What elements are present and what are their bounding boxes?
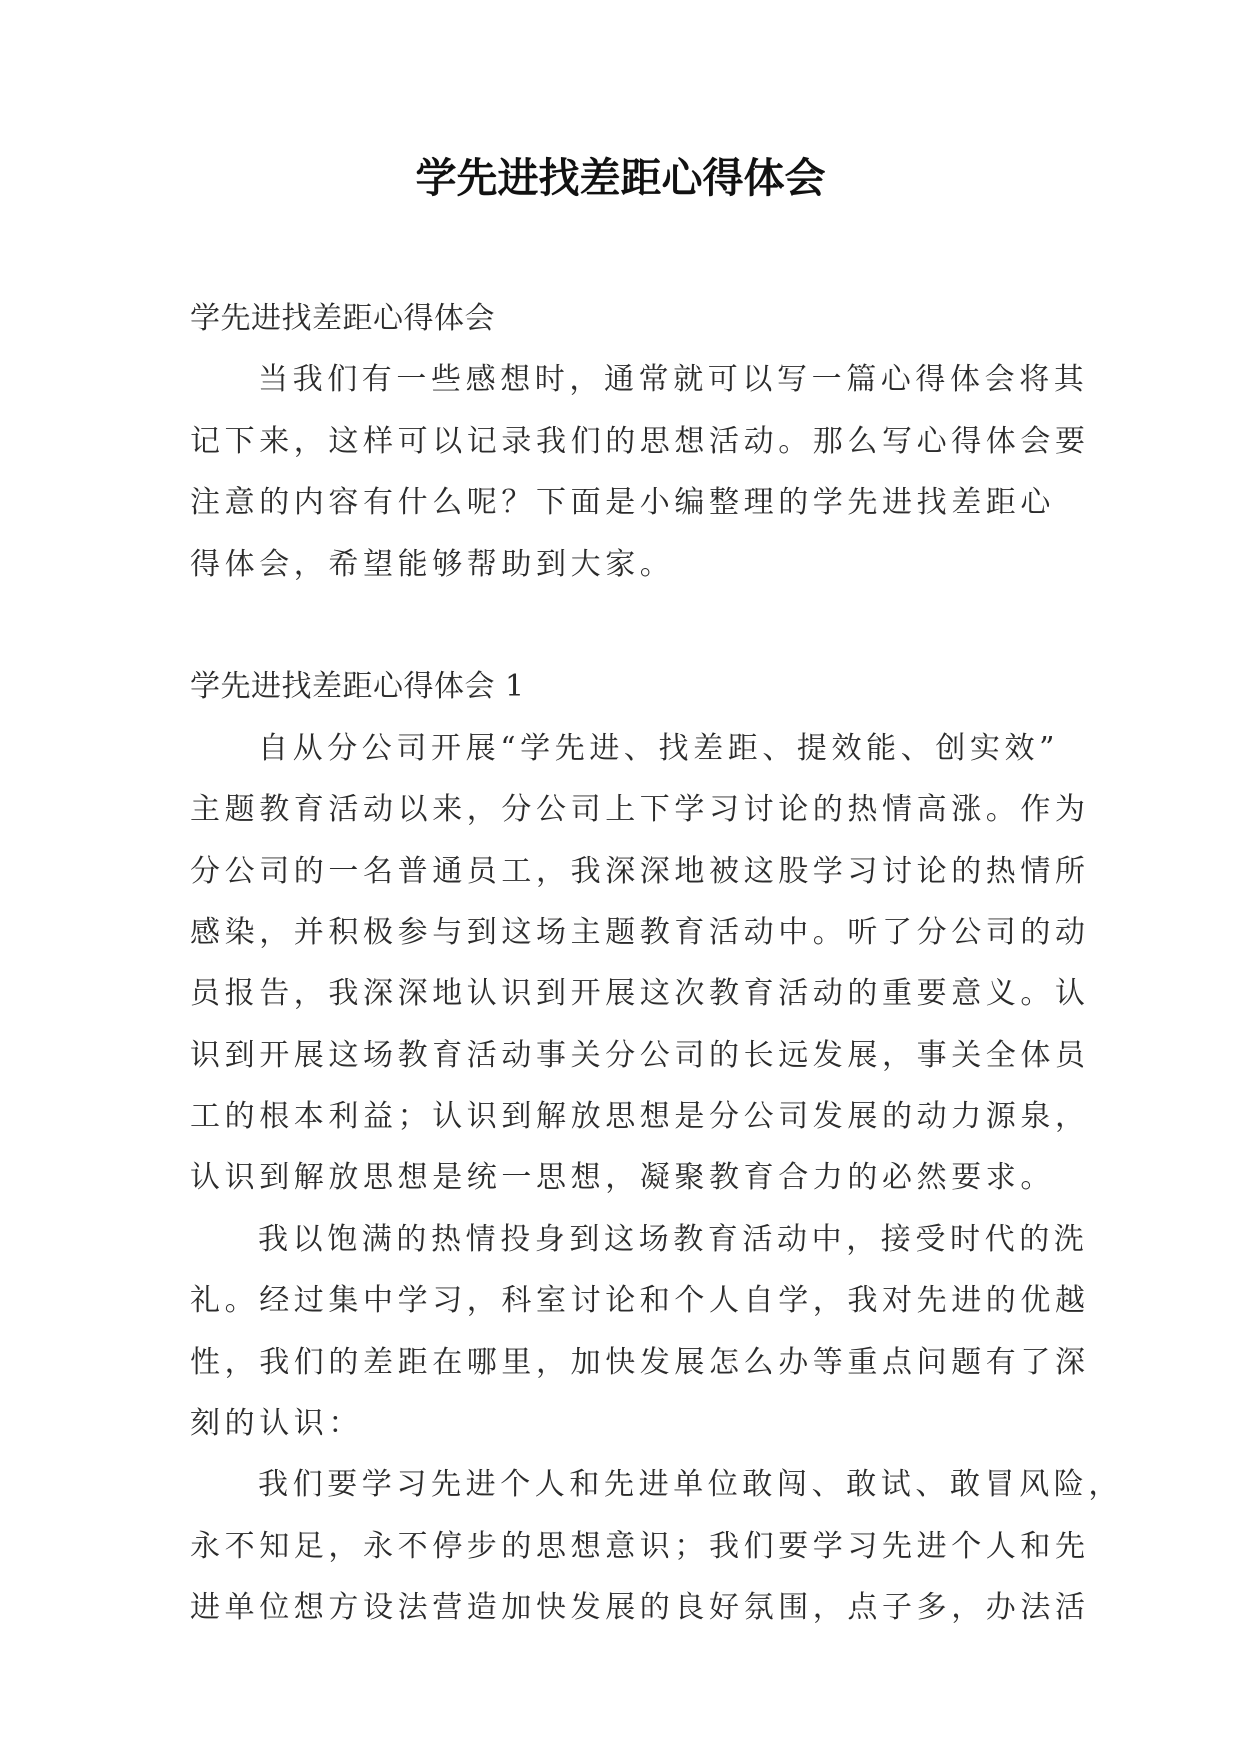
section-1-paragraph-1 [190,718,1090,1209]
text-line: 我以饱满的热情投身到这场教育活动中，接受时代的洗 [258,1221,1089,1257]
text-line: 分公司的一名普通员工，我深深地被这股学习讨论的热情所 [190,853,1090,889]
section-spacer [190,595,1055,656]
text-line: 我们要学习先进个人和先进单位敢闯、敢试、敢冒风险， [258,1467,1123,1503]
text-line: 识到开展这场教育活动事关分公司的长远发展，事关全体员 [190,1037,1090,1073]
intro-paragraph [190,349,1090,595]
document-body [190,288,1123,1639]
text-line: 记下来，这样可以记录我们的思想活动。那么写心得体会要 [190,423,1090,459]
text-line: 自从分公司开展“学先进、找差距、提效能、创实效” [258,730,1060,766]
text-line: 主题教育活动以来，分公司上下学习讨论的热情高涨。作为 [190,792,1090,828]
text-line: 性，我们的差距在哪里，加快发展怎么办等重点问题有了深 [190,1344,1090,1380]
text-line: 员报告，我深深地认识到开展这次教育活动的重要意义。认 [190,976,1090,1012]
intro-heading: 学先进找差距心得体会 [190,301,495,336]
text-line: 永不知足，永不停步的思想意识；我们要学习先进个人和先 [190,1528,1090,1564]
text-line: 当我们有一些感想时，通常就可以写一篇心得体会将其 [258,362,1089,398]
text-line: 礼。经过集中学习，科室讨论和个人自学，我对先进的优越 [190,1283,1090,1319]
text-line: 认识到解放思想是统一思想，凝聚教育合力的必然要求。 [190,1160,1055,1196]
text-line: 得体会，希望能够帮助到大家。 [190,546,675,582]
section-1-paragraph-2 [190,1209,1090,1455]
text-line: 工的根本利益；认识到解放思想是分公司发展的动力源泉， [190,1099,1090,1135]
text-line: 进单位想方设法营造加快发展的良好氛围，点子多，办法活 [190,1590,1090,1626]
text-line: 注意的内容有什么呢？下面是小编整理的学先进找差距心 [190,485,1055,521]
section-1-paragraph-3 [190,1454,1123,1638]
section-1-heading: 学先进找差距心得体会 1 [190,669,525,705]
document-title: 学先进找差距心得体会 [415,154,826,202]
text-line: 刻的认识： [190,1406,363,1442]
text-line: 感染，并积极参与到这场主题教育活动中。听了分公司的动 [190,914,1090,950]
